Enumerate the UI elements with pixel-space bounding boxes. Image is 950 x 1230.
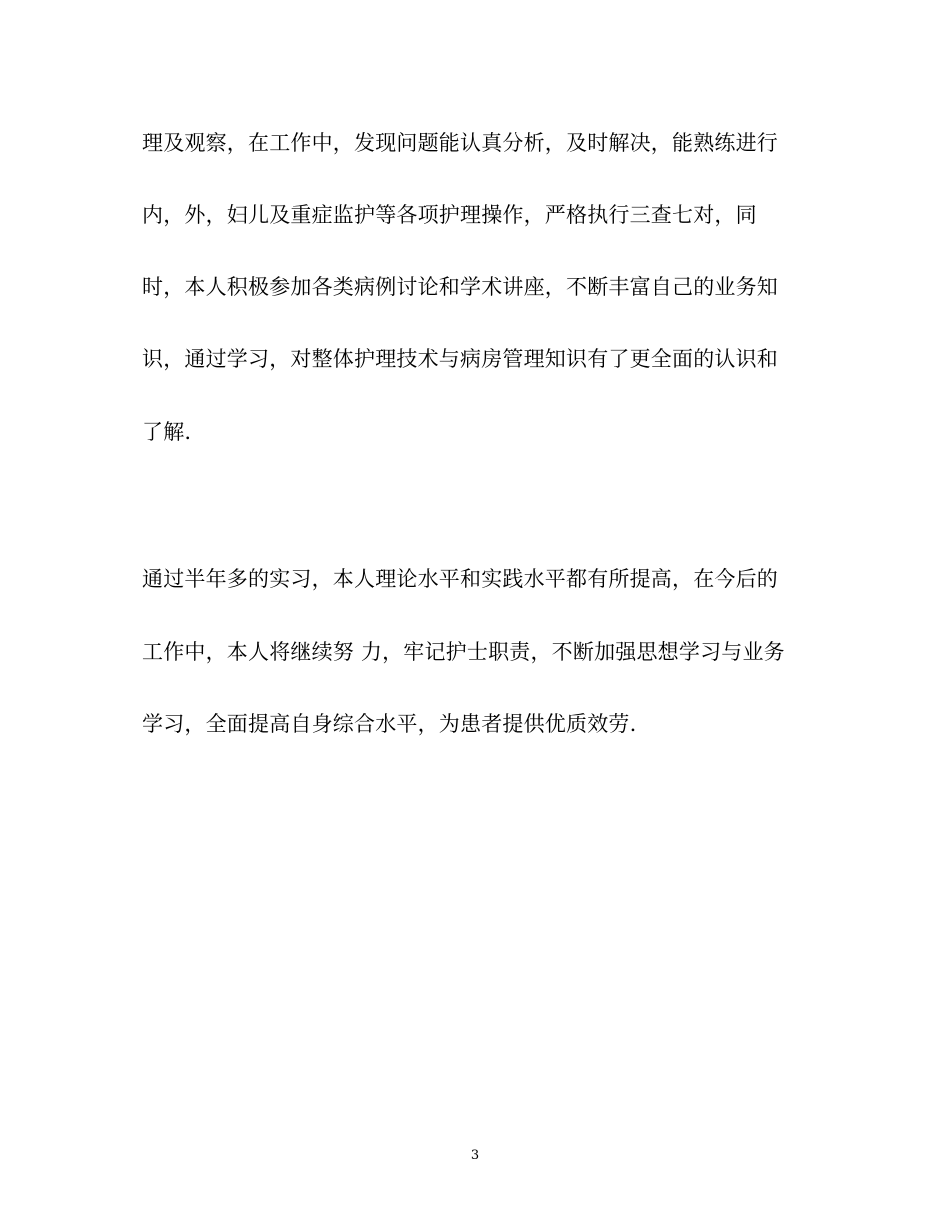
paragraph-1-line-3: 时，本人积极参加各类病例讨论和学术讲座，不断丰富自己的业务知 bbox=[142, 275, 778, 299]
page-number: 3 bbox=[470, 1148, 480, 1163]
paragraph-1-line-2: 内，外，妇儿及重症监护等各项护理操作，严格执行三查七对，同 bbox=[142, 203, 757, 227]
paragraph-1-line-1: 理及观察，在工作中，发现问题能认真分析，及时解决，能熟练进行 bbox=[142, 131, 778, 155]
paragraph-2-line-2: 工作中，本人将继续努 力，牢记护士职责，不断加强思想学习与业务 bbox=[142, 640, 785, 664]
paragraph-1-line-5: 了解. bbox=[142, 420, 192, 444]
paragraph-1-line-4: 识，通过学习，对整体护理技术与病房管理知识有了更全面的认识和 bbox=[142, 347, 778, 371]
paragraph-2-line-3: 学习，全面提高自身综合水平，为患者提供优质效劳. bbox=[142, 712, 637, 736]
paragraph-2-line-1: 通过半年多的实习，本人理论水平和实践水平都有所提高，在今后的 bbox=[142, 567, 778, 591]
